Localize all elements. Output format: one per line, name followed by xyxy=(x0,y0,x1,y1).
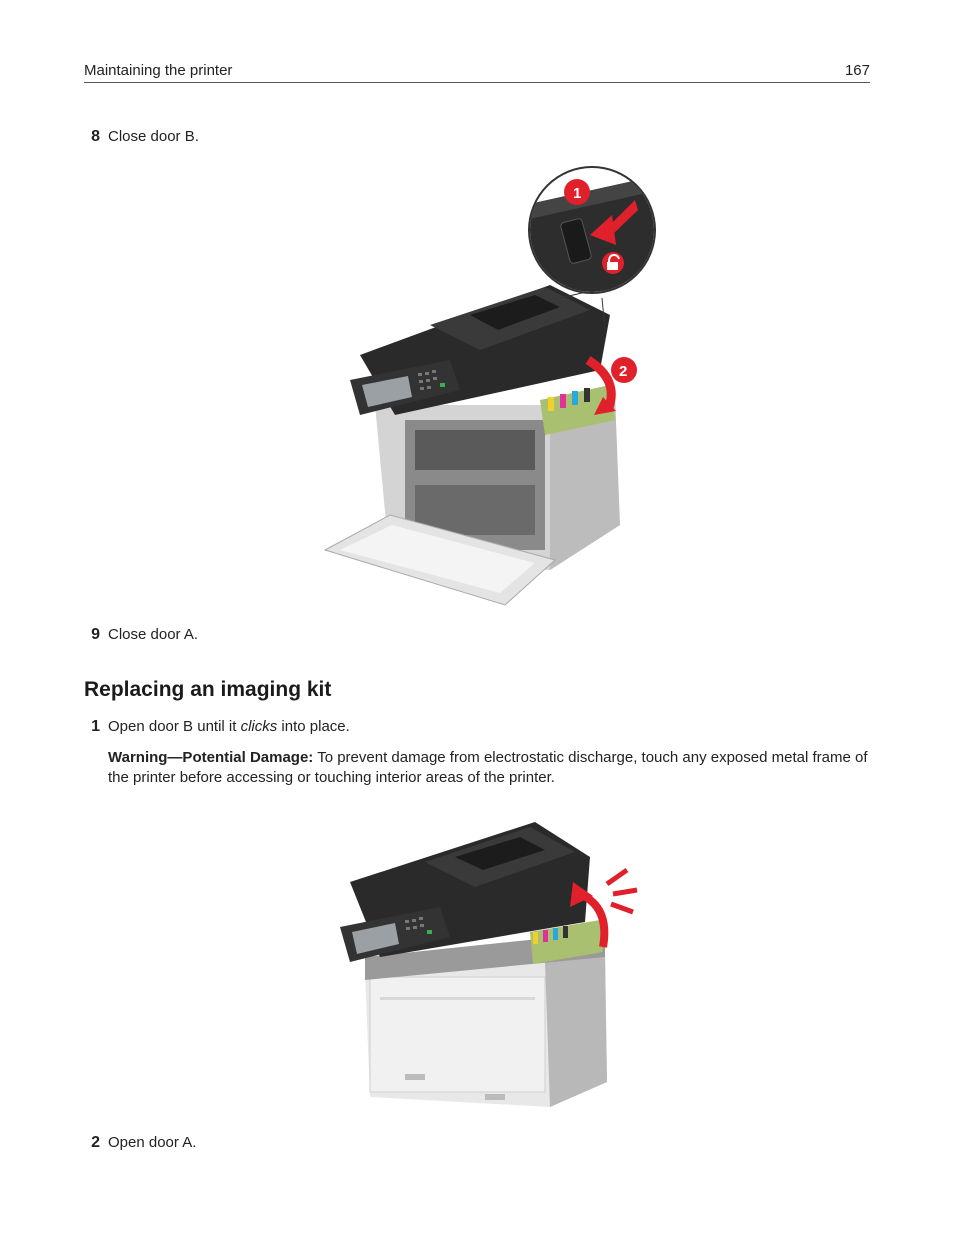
section-title: Replacing an imaging kit xyxy=(84,678,332,701)
step-number: 9 xyxy=(91,626,100,643)
step-text xyxy=(108,718,350,735)
page-number: 167 xyxy=(844,62,870,79)
step-text-after: into place. xyxy=(277,718,350,735)
page-header xyxy=(84,62,870,83)
warning-label: Warning—Potential Damage: xyxy=(108,749,314,766)
step-number: 1 xyxy=(91,718,100,735)
header-title: Maintaining the printer xyxy=(84,62,233,79)
callout-2: 2 xyxy=(619,363,628,380)
warning-note xyxy=(108,748,870,788)
figure-close-door-b xyxy=(320,165,660,610)
step-text: Close door A. xyxy=(108,626,199,643)
callout-1: 1 xyxy=(573,185,582,202)
step-text: Open door A. xyxy=(108,1134,197,1151)
step-number: 2 xyxy=(91,1134,100,1151)
step-text-emphasis: clicks xyxy=(240,718,278,735)
step-text: Close door B. xyxy=(108,128,199,145)
step-number: 8 xyxy=(91,128,100,145)
warning-text: To prevent damage from electrostatic discharge, touch any exposed metal frame of the printer before accessing or touching interior areas of the printer. xyxy=(108,749,868,786)
figure-open-door-b xyxy=(335,812,645,1112)
step-text-before: Open door B until it xyxy=(108,718,241,735)
